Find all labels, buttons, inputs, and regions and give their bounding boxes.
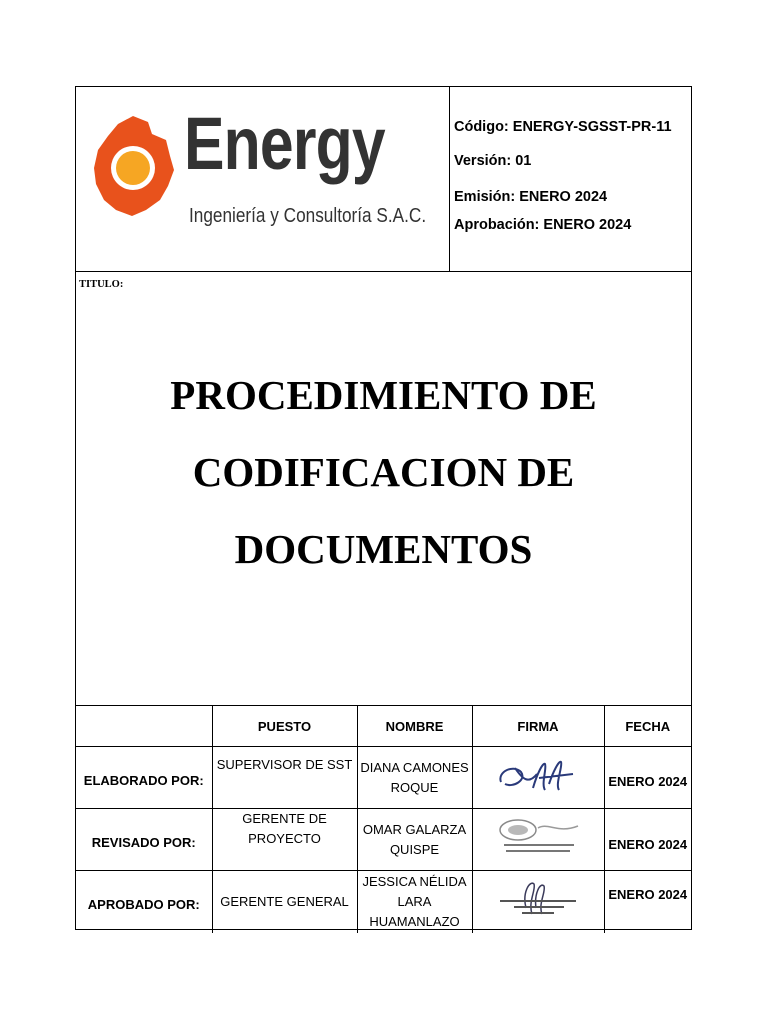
cell-firma (472, 747, 604, 809)
cell-fecha: ENERO 2024 (604, 747, 691, 809)
row-label-revisado: REVISADO POR: (76, 809, 212, 871)
brand-subtitle: Ingeniería y Consultoría S.A.C. (189, 205, 427, 227)
document-emission: Emisión: ENERO 2024 (454, 189, 608, 205)
header-cell-firma: FIRMA (472, 706, 604, 747)
cell-nombre: OMAR GALARZA QUISPE (357, 809, 472, 871)
signature-stamp-omar (488, 816, 588, 860)
title-line-1: PROCEDIMIENTO DE (170, 372, 597, 418)
logo-cell (76, 87, 450, 271)
document-title (76, 357, 691, 588)
signature-diana (493, 754, 583, 798)
document-code: Código: ENERGY-SGSST-PR-11 (454, 119, 672, 135)
table-row (76, 747, 691, 809)
header-cell-empty (76, 706, 212, 747)
title-line-2: CODIFICACION DE (192, 449, 575, 495)
cell-puesto: GERENTE DE PROYECTO (212, 809, 357, 871)
cell-nombre: JESSICA NÉLIDA LARA HUAMANLAZO (357, 871, 472, 933)
approval-table (76, 705, 691, 933)
document-info (454, 87, 690, 271)
document-approval: Aprobación: ENERO 2024 (454, 217, 632, 233)
row-label-elaborado: ELABORADO POR: (76, 747, 212, 809)
document-version: Versión: 01 (454, 153, 532, 169)
cell-fecha: ENERO 2024 (604, 871, 691, 933)
signature-stamp-jessica (488, 878, 588, 922)
brand-name: Energy (184, 102, 385, 185)
table-row (76, 809, 691, 871)
cell-fecha: ENERO 2024 (604, 809, 691, 871)
header-cell-nombre: NOMBRE (357, 706, 472, 747)
titulo-label: TITULO: (79, 279, 124, 290)
table-row (76, 871, 691, 933)
document-frame (75, 86, 692, 930)
cell-firma (472, 809, 604, 871)
document-header (76, 87, 691, 272)
cell-puesto: SUPERVISOR DE SST (212, 747, 357, 809)
table-header-row (76, 706, 691, 747)
header-cell-puesto: PUESTO (212, 706, 357, 747)
title-line-3: DOCUMENTOS (234, 526, 533, 572)
company-logo-gear-icon (88, 112, 178, 222)
cell-nombre: DIANA CAMONES ROQUE (357, 747, 472, 809)
row-label-aprobado: APROBADO POR: (76, 871, 212, 933)
header-cell-fecha: FECHA (604, 706, 691, 747)
cell-firma (472, 871, 604, 933)
cell-puesto: GERENTE GENERAL (212, 871, 357, 933)
